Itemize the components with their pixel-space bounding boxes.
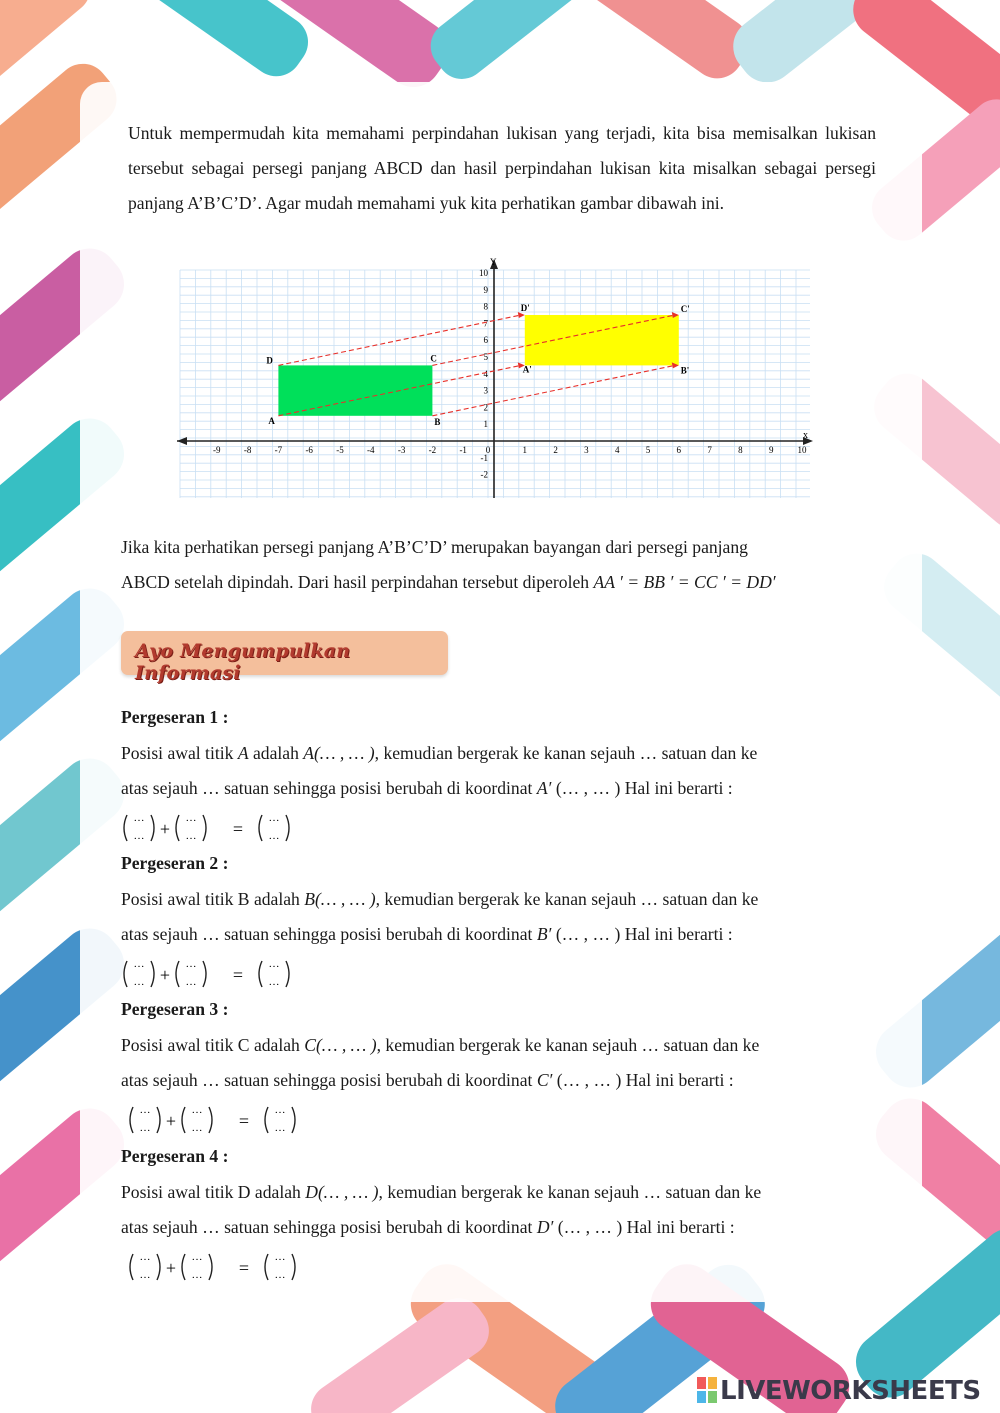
y-tick-label: 9 — [483, 284, 488, 295]
y-tick-label: -1 — [480, 452, 488, 463]
x-tick-label: -9 — [213, 445, 221, 455]
point-label-d: D — [266, 355, 273, 366]
shift-coordinate: C(… , … ) — [304, 1035, 377, 1055]
conclusion-text: ABCD setelah dipindah. Dari hasil perpindahan tersebut diperoleh — [121, 572, 594, 592]
column-vector — [259, 812, 289, 842]
shift-prime-point: B′ — [536, 924, 552, 944]
shift-text: , kemudian bergerak ke kanan sejauh … satuan dan ke — [376, 1035, 760, 1055]
column-vector — [259, 958, 289, 988]
column-vector — [130, 1251, 160, 1281]
point-label-a: A — [268, 415, 275, 426]
section-banner — [121, 631, 448, 684]
y-tick-label: 2 — [483, 402, 488, 413]
image-rectangle — [525, 315, 679, 365]
plus-sign: + — [165, 1258, 177, 1278]
vector-top-dots: … — [268, 958, 280, 970]
shift-line-2 — [121, 1217, 881, 1238]
x-tick-label: 4 — [614, 445, 620, 455]
column-vector — [182, 1104, 212, 1134]
shift-title: Pergeseran 3 : — [121, 999, 229, 1019]
vector-bottom-dots: … — [133, 976, 145, 988]
conclusion-line-2 — [121, 565, 881, 600]
shift-text: Posisi awal titik B adalah — [121, 889, 305, 909]
shift-text: (… , … ) Hal ini berarti : — [552, 1070, 734, 1090]
vector-equation — [121, 1104, 301, 1136]
column-vector — [124, 812, 154, 842]
y-tick-label: 6 — [483, 335, 488, 346]
shift-text: , kemudian bergerak ke kanan sejauh … satuan dan ke — [375, 889, 759, 909]
shift-line-1 — [121, 743, 881, 764]
shift-text: atas sejauh … satuan sehingga posisi berubah di koordinat — [121, 924, 537, 944]
shift-text: Posisi awal titik — [121, 743, 238, 763]
vector-top-dots: … — [274, 1251, 286, 1263]
vector-bottom-dots: … — [139, 1269, 151, 1281]
equals-sign: = — [238, 1258, 250, 1278]
vector-top-dots: … — [268, 812, 280, 824]
shift-text: atas sejauh … satuan sehingga posisi berubah di koordinat — [121, 1217, 537, 1237]
shift-line-2 — [121, 778, 881, 799]
plus-sign: + — [159, 965, 171, 985]
shift-text: atas sejauh … satuan sehingga posisi berubah di koordinat — [121, 1070, 537, 1090]
y-tick-label: 5 — [483, 352, 488, 362]
point-label-c: C — [430, 353, 437, 364]
plus-sign: + — [159, 819, 171, 839]
x-tick-label: 8 — [738, 445, 743, 455]
vector-bottom-dots: … — [185, 976, 197, 988]
original-rectangle — [278, 365, 432, 415]
y-tick-label: 3 — [483, 385, 488, 396]
vector-top-dots: … — [139, 1251, 151, 1263]
vector-top-dots: … — [191, 1104, 203, 1116]
x-tick-label: -7 — [274, 445, 283, 455]
point-label-d-prime: D' — [520, 303, 530, 313]
vector-top-dots: … — [133, 958, 145, 970]
shift-coordinate: B(… , … ) — [304, 889, 376, 909]
shift-text: (… , … ) Hal ini berarti : — [551, 778, 733, 798]
point-label-b-prime: B' — [680, 365, 690, 376]
intro-paragraph: Untuk mempermudah kita memahami perpindahan lukisan yang terjadi, kita bisa memisalkan lukisan tersebut sebagai persegi panjang ABCD dan hasil perpindahan lukisan kita misalkan sebagai persegi panjang A’B’C’D’. Agar mudah memahami yuk kita perhatikan gambar dibawah ini. — [128, 123, 876, 213]
shift-title: Pergeseran 4 : — [121, 1146, 229, 1166]
shift-title: Pergeseran 1 : — [121, 707, 229, 727]
column-vector — [176, 958, 206, 988]
y-tick-label: 7 — [483, 318, 488, 329]
point-label-a-prime: A' — [522, 364, 532, 375]
graph-grid — [180, 270, 810, 498]
vector-top-dots: … — [185, 812, 197, 824]
shift-prime-point: D′ — [536, 1217, 554, 1237]
equals-sign: = — [238, 1111, 250, 1131]
vector-bottom-dots: … — [133, 830, 145, 842]
shift-line-1 — [121, 1182, 881, 1203]
x-axis-label: x — [803, 430, 808, 441]
shift-prime-point: C′ — [536, 1070, 553, 1090]
x-tick-label: -6 — [305, 445, 313, 455]
point-label-b: B — [434, 416, 441, 427]
column-vector — [124, 958, 154, 988]
vector-equation — [121, 1251, 301, 1283]
translation-arrow — [432, 365, 674, 415]
x-tick-label: -2 — [428, 445, 437, 455]
y-tick-label: -2 — [480, 469, 488, 480]
shift-text: Posisi awal titik D adalah — [121, 1182, 306, 1202]
vector-top-dots: … — [133, 812, 145, 824]
vector-equation — [121, 958, 301, 990]
shift-text: (… , … ) Hal ini berarti : — [553, 1217, 735, 1237]
section-banner-title: Ayo Mengumpulkan Informasi — [135, 640, 351, 684]
watermark — [697, 1376, 981, 1406]
shift-point: A — [237, 743, 249, 763]
equals-sign: = — [232, 965, 244, 985]
x-tick-label: 10 — [797, 445, 807, 455]
column-vector — [265, 1251, 295, 1281]
shift-text: atas sejauh … satuan sehingga posisi berubah di koordinat — [121, 778, 537, 798]
vector-bottom-dots: … — [139, 1122, 151, 1134]
x-tick-label: -1 — [459, 445, 467, 455]
shift-prime-point: A′ — [536, 778, 552, 798]
shift-line-1 — [121, 889, 881, 910]
vector-bottom-dots: … — [268, 976, 280, 988]
x-tick-label: -3 — [397, 445, 406, 455]
vector-bottom-dots: … — [191, 1269, 203, 1281]
column-vector — [130, 1104, 160, 1134]
plus-sign: + — [165, 1111, 177, 1131]
liveworksheets-logo-icon — [697, 1377, 717, 1403]
x-tick-label: 9 — [768, 445, 774, 455]
vector-bottom-dots: … — [268, 830, 280, 842]
shift-text: , kemudian bergerak ke kanan sejauh … satuan dan ke — [378, 1182, 762, 1202]
y-tick-label: 1 — [483, 419, 488, 430]
x-tick-label: -8 — [243, 445, 252, 455]
equals-sign: = — [232, 819, 244, 839]
vector-top-dots: … — [191, 1251, 203, 1263]
shift-coordinate: A(… , … ) — [303, 743, 375, 763]
vector-bottom-dots: … — [274, 1122, 286, 1134]
x-tick-label: 3 — [584, 445, 589, 455]
vector-bottom-dots: … — [274, 1269, 286, 1281]
conclusion-paragraph — [121, 530, 881, 600]
vector-top-dots: … — [185, 958, 197, 970]
x-tick-label: 2 — [553, 445, 558, 455]
y-tick-label: 10 — [479, 268, 488, 278]
x-tick-label: 0 — [485, 445, 491, 455]
vector-top-dots: … — [139, 1104, 151, 1116]
vector-bottom-dots: … — [185, 830, 197, 842]
shift-text: adalah — [248, 743, 304, 763]
shift-text: Posisi awal titik C adalah — [121, 1035, 305, 1055]
column-vector — [265, 1104, 295, 1134]
x-tick-label: 1 — [522, 445, 528, 455]
shift-line-2 — [121, 1070, 881, 1091]
y-tick-label: 4 — [483, 368, 488, 379]
coordinate-graph — [165, 255, 813, 500]
vector-bottom-dots: … — [191, 1122, 203, 1134]
column-vector — [182, 1251, 212, 1281]
y-tick-label: 8 — [483, 301, 488, 312]
watermark-text: LIVEWORKSHEETS — [720, 1376, 981, 1406]
shift-line-2 — [121, 924, 881, 945]
x-tick-label: -4 — [367, 445, 375, 455]
vector-top-dots: … — [274, 1104, 286, 1116]
shift-coordinate: D(… , … ) — [305, 1182, 379, 1202]
shift-line-1 — [121, 1035, 881, 1056]
point-label-c-prime: C' — [680, 304, 690, 314]
shift-text: , kemudian bergerak ke kanan sejauh … satuan dan ke — [374, 743, 758, 763]
shift-text: (… , … ) Hal ini berarti : — [551, 924, 733, 944]
column-vector — [176, 812, 206, 842]
x-tick-label: 5 — [645, 445, 651, 455]
x-tick-label: -5 — [336, 445, 344, 455]
x-tick-label: 7 — [707, 445, 712, 455]
conclusion-formula: AA ′ = BB ′ = CC ′ = DD′ — [593, 572, 776, 592]
x-tick-label: 6 — [676, 445, 682, 455]
shift-title: Pergeseran 2 : — [121, 853, 229, 873]
vector-equation — [121, 812, 301, 844]
y-axis-label: Y — [490, 257, 497, 267]
conclusion-line-1: Jika kita perhatikan persegi panjang A’B’C’D’ merupakan bayangan dari persegi panjang — [121, 537, 748, 557]
